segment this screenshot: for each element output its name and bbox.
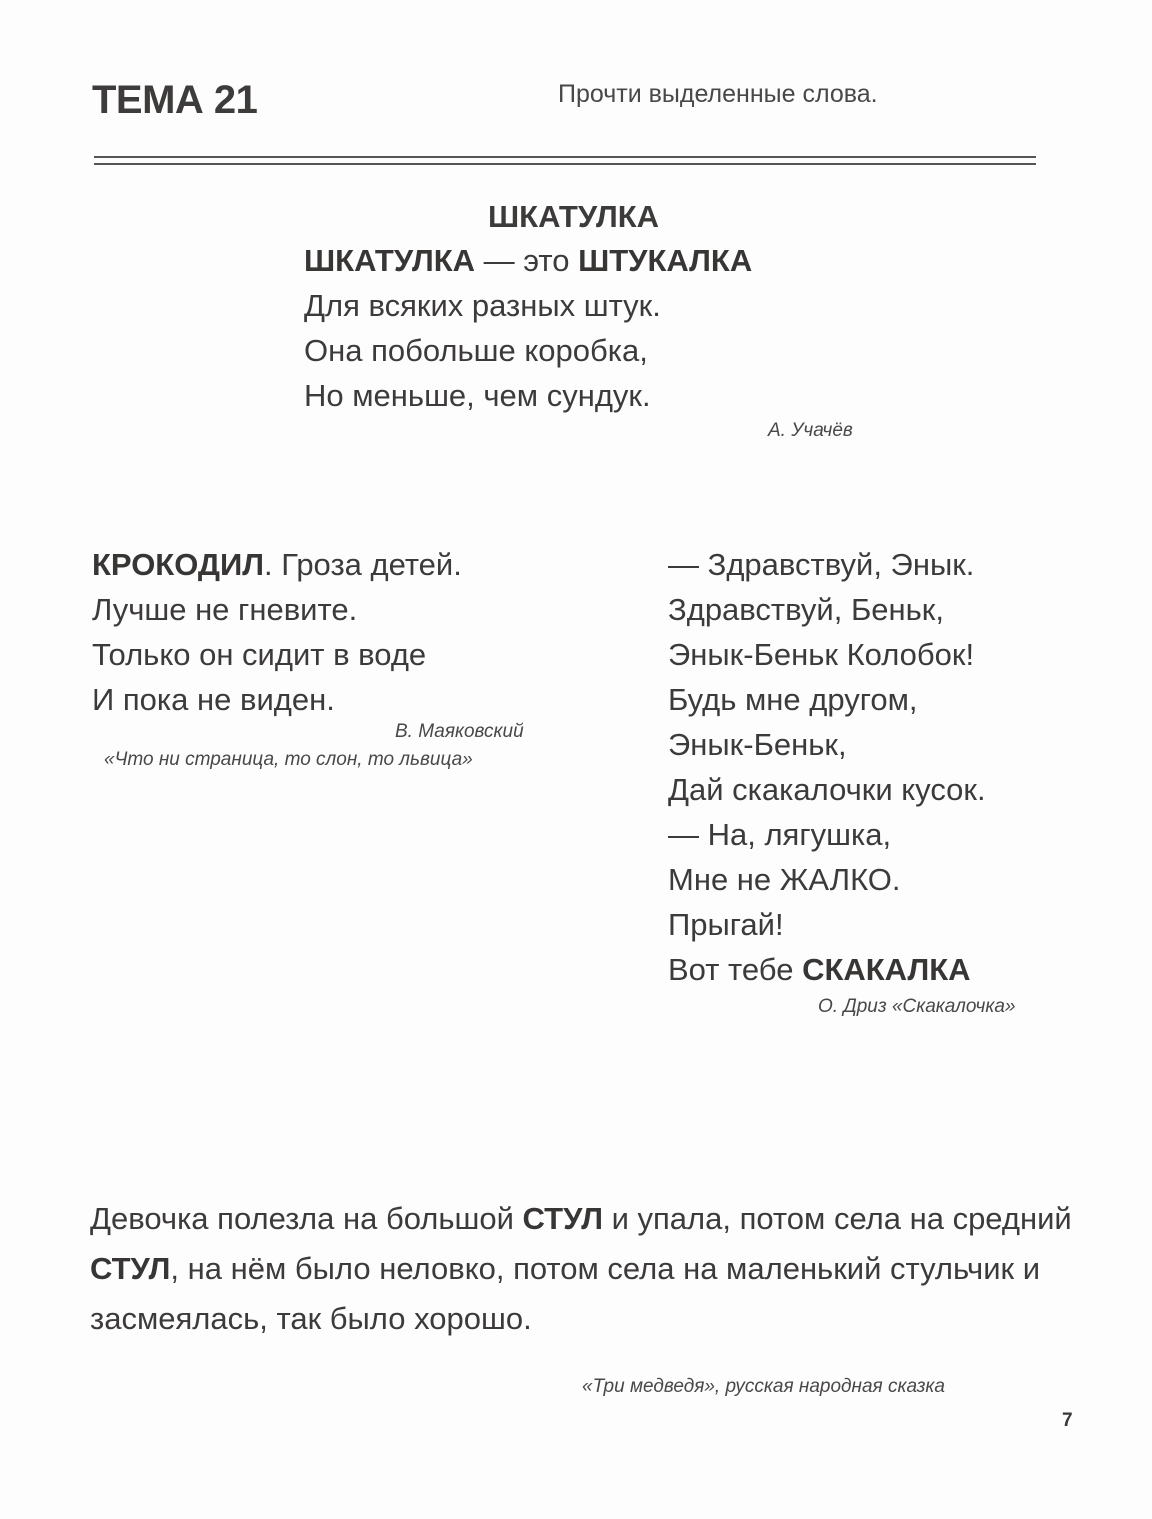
- prose-source: «Три медведя», русская народная сказка: [582, 1376, 945, 1397]
- poem-line: [92, 542, 462, 587]
- poem-skakalka: [668, 542, 986, 992]
- poem-line: Она побольше коробка,: [304, 333, 648, 368]
- divider-line: [94, 156, 1036, 158]
- poem-line: Только он сидит в воде: [92, 637, 427, 672]
- poem-line: Для всяких разных штук.: [304, 288, 661, 323]
- poem-shkatulka: [304, 238, 752, 418]
- poem-author: В. Маяковский: [395, 721, 524, 742]
- poem-author: А. Учачёв: [768, 420, 853, 441]
- page-number: 7: [1062, 1410, 1073, 1431]
- poem-line: [304, 238, 752, 283]
- poem-line: — На, лягушка,: [668, 817, 892, 852]
- prose-text: , на нём было неловко, потом села на маленький стульчик и засмеялась, так было хорошо.: [90, 1251, 1041, 1336]
- poem-text: — это: [475, 243, 579, 278]
- highlighted-word: ШКАТУЛКА: [304, 243, 476, 278]
- poem-line: Мне не ЖАЛКО.: [668, 862, 901, 897]
- poem-line: — Здравствуй, Энык.: [668, 547, 975, 582]
- poem-author: О. Дриз «Скакалочка»: [818, 996, 1016, 1017]
- poem-line: Но меньше, чем сундук.: [304, 378, 651, 413]
- poem-line: Дай скакалочки кусок.: [668, 772, 986, 807]
- poem-text: Вот тебе: [668, 952, 803, 987]
- highlighted-word: КРОКОДИЛ: [92, 547, 265, 582]
- poem-source: «Что ни страница, то слон, то львица»: [104, 749, 473, 770]
- topic-heading: ТЕМА 21: [92, 78, 258, 122]
- instruction-text: Прочти выделенные слова.: [558, 80, 878, 108]
- poem-krokodil: [92, 542, 462, 722]
- poem-line: Будь мне другом,: [668, 682, 918, 717]
- prose-paragraph: [90, 1194, 1090, 1344]
- poem-line: [668, 947, 986, 992]
- divider-line: [94, 163, 1036, 165]
- prose-text: и упала, потом села на средний: [602, 1201, 1072, 1236]
- highlighted-word: СТУЛ: [522, 1201, 603, 1236]
- poem-line: Прыгай!: [668, 907, 784, 942]
- poem-text: . Гроза детей.: [264, 547, 462, 582]
- prose-text: Девочка полезла на большой: [90, 1201, 523, 1236]
- poem-line: Здравствуй, Беньк,: [668, 592, 944, 627]
- highlighted-word: СКАКАЛКА: [802, 952, 971, 987]
- poem-line: Энык-Беньк,: [668, 727, 847, 762]
- poem-title: ШКАТУЛКА: [488, 199, 660, 234]
- poem-line: И пока не виден.: [92, 682, 335, 717]
- poem-line: Энык-Беньк Колобок!: [668, 637, 975, 672]
- highlighted-word: ШТУКАЛКА: [578, 243, 753, 278]
- highlighted-word: СТУЛ: [90, 1251, 171, 1286]
- poem-line: Лучше не гневите.: [92, 592, 358, 627]
